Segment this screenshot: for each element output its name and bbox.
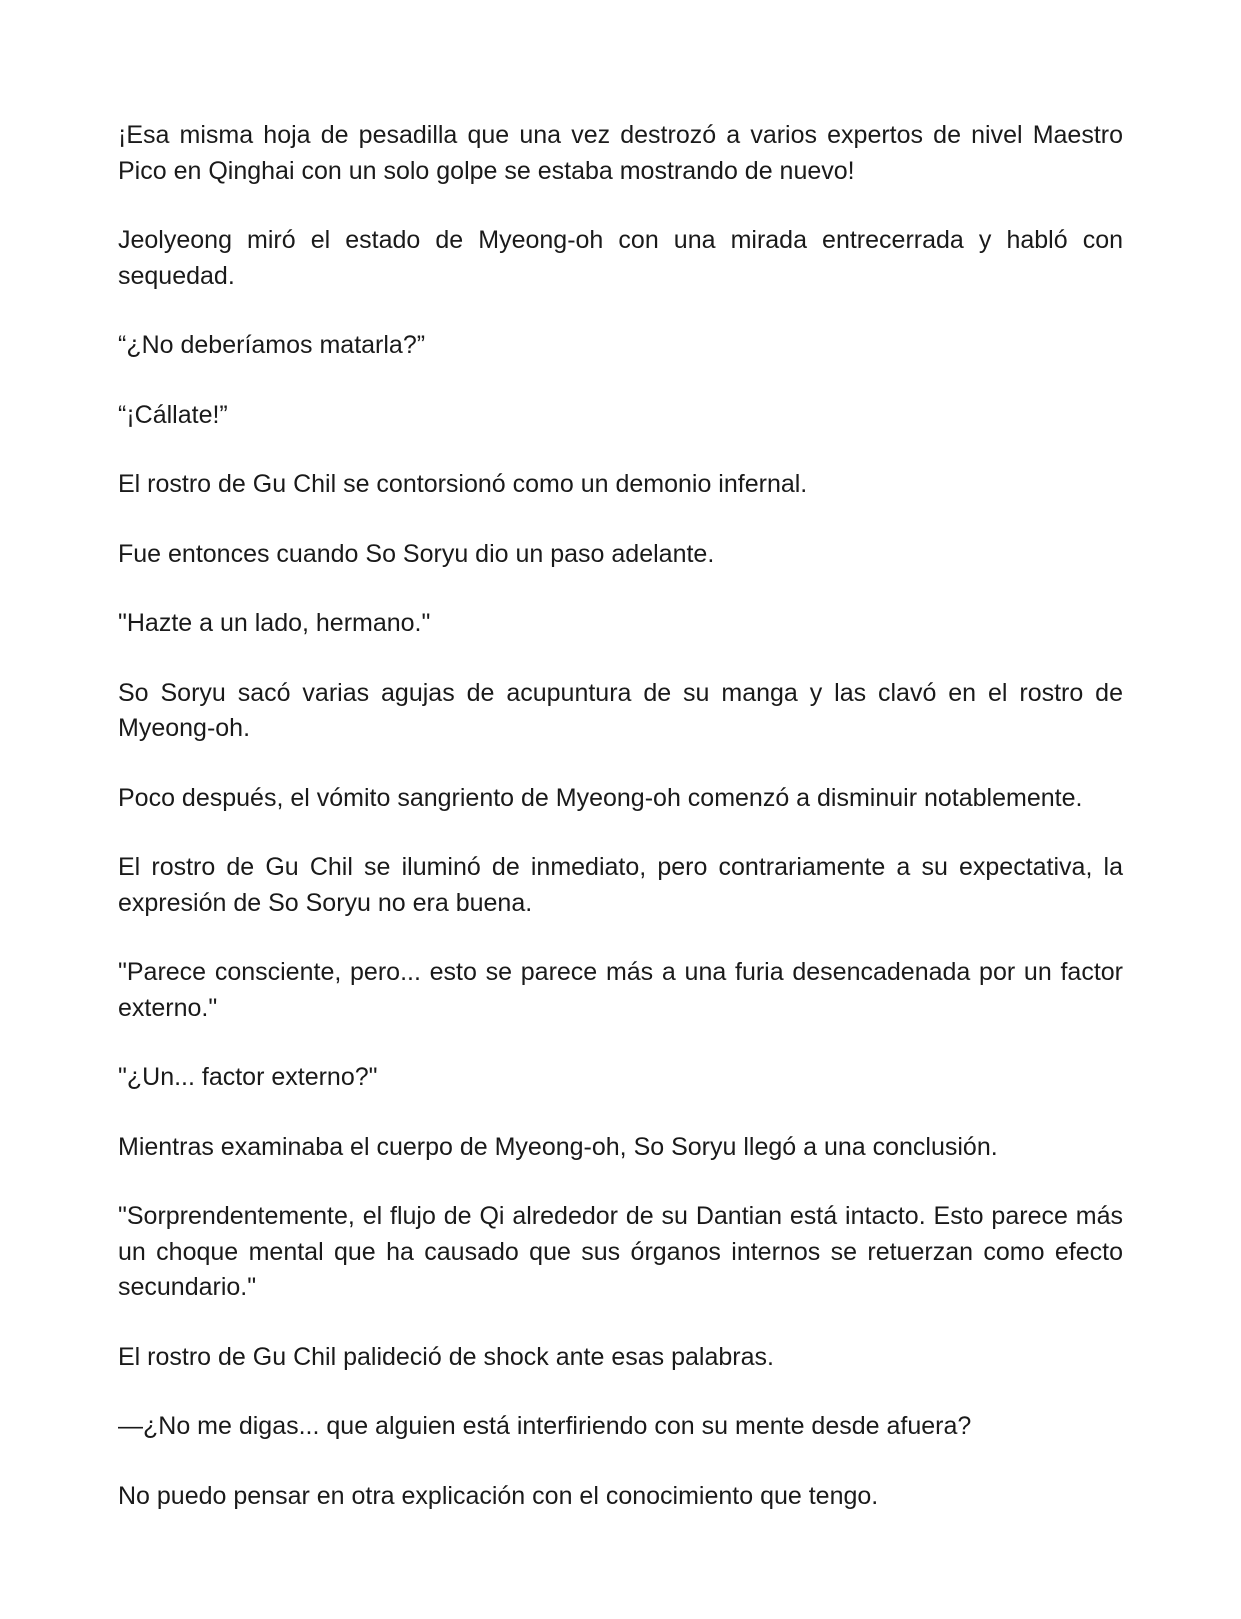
paragraph: El rostro de Gu Chil palideció de shock ante esas palabras.: [118, 1342, 774, 1371]
paragraph: Jeolyeong miró el estado de Myeong-oh con una mirada entrecerrada y habló con sequedad.: [118, 226, 1123, 290]
paragraph: "Hazte a un lado, hermano.": [118, 609, 431, 637]
paragraph: "¿Un... factor externo?": [118, 1063, 378, 1091]
paragraph: El rostro de Gu Chil se contorsionó como un demonio infernal.: [118, 470, 808, 498]
paragraph: ¡Esa misma hoja de pesadilla que una vez destrozó a varios expertos de nivel Maestro Pico en Qinghai con un solo golpe se estaba mostrando de nuevo!: [118, 121, 1123, 185]
paragraph: Mientras examinaba el cuerpo de Myeong-oh, So Soryu llegó a una conclusión.: [118, 1132, 998, 1161]
paragraph: El rostro de Gu Chil se iluminó de inmediato, pero contrariamente a su expectativa, la expresión de So Soryu no era buena.: [118, 853, 1123, 917]
paragraph: —¿No me digas... que alguien está interfiriendo con su mente desde afuera?: [118, 1412, 972, 1440]
paragraph: “¡Cállate!”: [118, 400, 228, 429]
paragraph: "Parece consciente, pero... esto se parece más a una furia desencadenada por un factor externo.": [118, 958, 1123, 1022]
paragraph: Poco después, el vómito sangriento de Myeong-oh comenzó a disminuir notablemente.: [118, 783, 1083, 812]
paragraph: “¿No deberíamos matarla?”: [118, 331, 426, 359]
paragraph: No puedo pensar en otra explicación con el conocimiento que tengo.: [118, 1481, 879, 1510]
paragraph: "Sorprendentemente, el flujo de Qi alrededor de su Dantian está intacto. Esto parece más un choque mental que ha causado que sus órganos internos se retuerzan como efecto secundario.": [118, 1202, 1123, 1301]
paragraph: Fue entonces cuando So Soryu dio un paso adelante.: [118, 539, 715, 568]
paragraph: So Soryu sacó varias agujas de acupuntura de su manga y las clavó en el rostro de Myeong-oh.: [118, 678, 1123, 742]
document-page: [118, 118, 1123, 1548]
